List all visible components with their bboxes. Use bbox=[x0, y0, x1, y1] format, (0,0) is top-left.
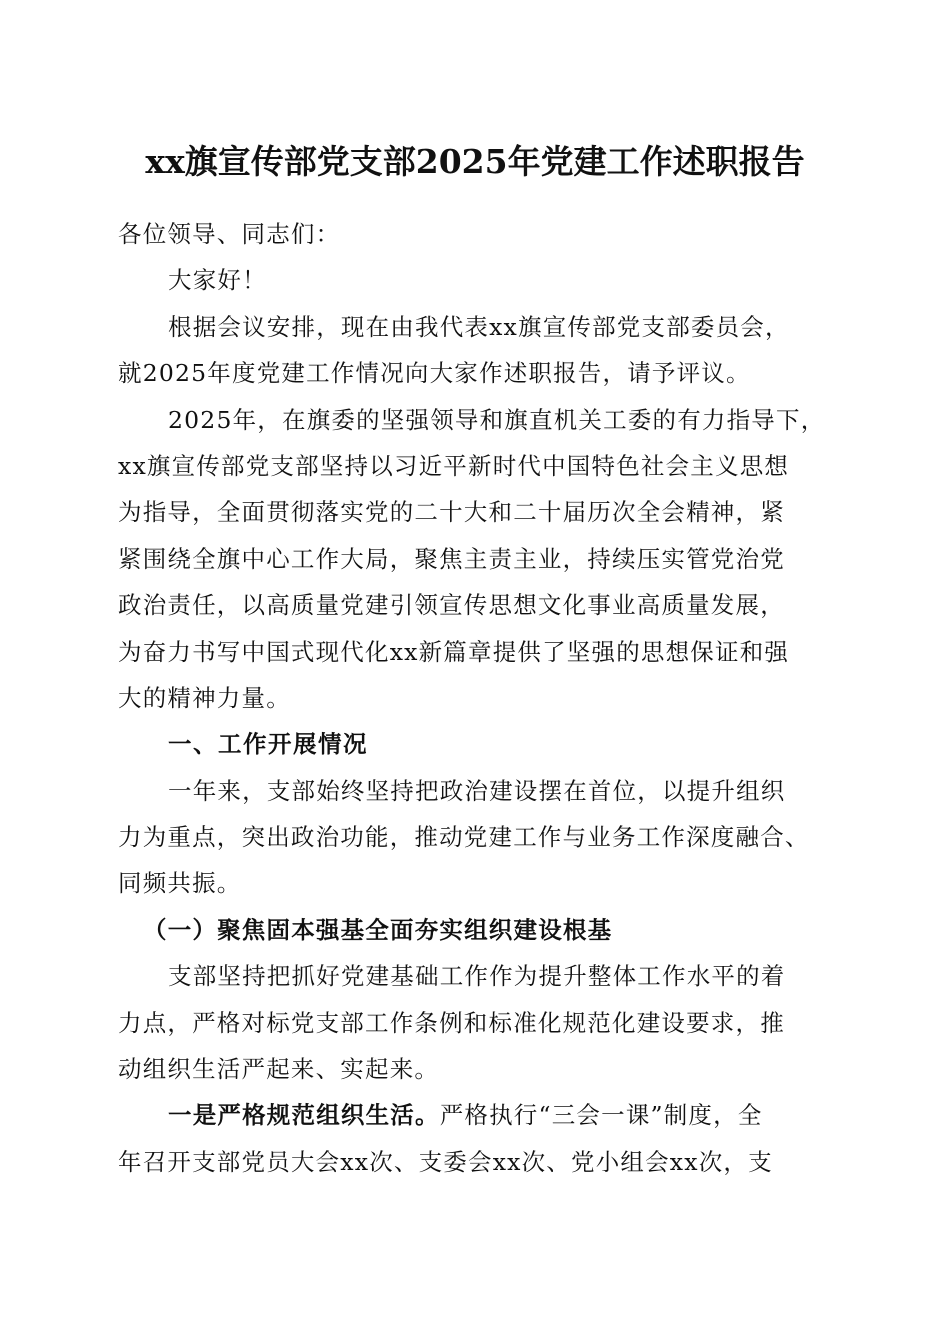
summary-line: 为指导，全面贯彻落实党的二十大和二十届历次全会精神，紧 bbox=[118, 498, 785, 527]
point-line bbox=[118, 1092, 834, 1138]
summary-line: 政治责任，以高质量党建引领宣传思想文化事业高质量发展， bbox=[118, 591, 785, 620]
document-body bbox=[118, 211, 834, 1185]
greeting-line: 各位领导、同志们： bbox=[118, 220, 341, 248]
section-heading: 一、工作开展情况 bbox=[168, 730, 368, 759]
subsection-heading: （一）聚焦固本强基全面夯实组织建设根基 bbox=[143, 915, 613, 944]
intro-line: 就2025年度党建工作情况向大家作述职报告，请予评议。 bbox=[118, 359, 751, 388]
section-line: 力为重点，突出政治功能，推动党建工作与业务工作深度融合、 bbox=[118, 823, 810, 852]
summary-line: 大的精神力量。 bbox=[118, 683, 291, 712]
summary-line: 为奋力书写中国式现代化xx新篇章提供了坚强的思想保证和强 bbox=[118, 637, 790, 666]
point-line: 年召开支部党员大会xx次、支委会xx次、党小组会xx次，支 bbox=[118, 1147, 773, 1176]
subsection-line: 动组织生活严起来、实起来。 bbox=[118, 1055, 440, 1084]
summary-line: xx旗宣传部党支部坚持以习近平新时代中国特色社会主义思想 bbox=[118, 451, 790, 480]
section-line: 同频共振。 bbox=[118, 869, 242, 898]
point-text: 严格执行“三会一课”制度，全 bbox=[439, 1101, 763, 1130]
summary-line: 2025年，在旗委的坚强领导和旗直机关工委的有力指导下， bbox=[168, 405, 826, 434]
subsection-line: 支部坚持把抓好党建基础工作作为提升整体工作水平的着 bbox=[168, 962, 786, 991]
section-line: 一年来，支部始终坚持把政治建设摆在首位，以提升组织 bbox=[168, 776, 786, 805]
hello-line: 大家好！ bbox=[168, 266, 267, 295]
intro-line: 根据会议安排，现在由我代表xx旗宣传部党支部委员会， bbox=[168, 312, 790, 341]
summary-line: 紧围绕全旗中心工作大局，聚焦主责主业，持续压实管党治党 bbox=[118, 544, 785, 573]
document-title: xx旗宣传部党支部2025年党建工作述职报告 bbox=[145, 142, 805, 181]
point-lead: 一是严格规范组织生活。 bbox=[168, 1101, 440, 1130]
subsection-line: 力点，严格对标党支部工作条例和标准化规范化建设要求，推 bbox=[118, 1008, 785, 1037]
